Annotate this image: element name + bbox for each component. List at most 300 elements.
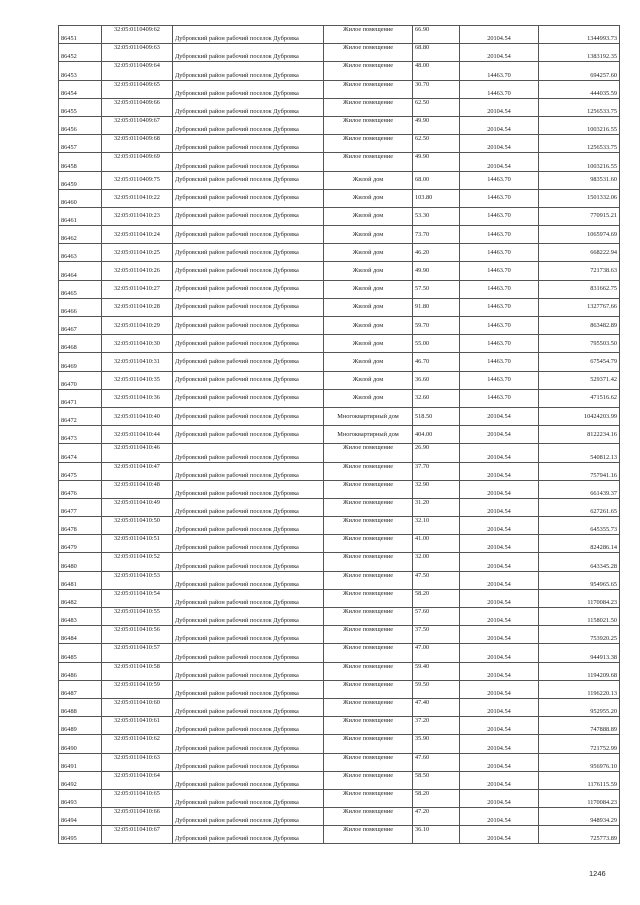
specific-value-cell: 14463.70 [460, 371, 539, 389]
cadastral-number-cell: 32:05:0110410:55 [102, 608, 173, 626]
cadastral-number-cell: 32:05:0110410:56 [102, 626, 173, 644]
specific-value-cell: 20104.54 [460, 462, 539, 480]
address-cell: Дубровский район рабочий поселок Дубровка [173, 153, 324, 171]
address-cell: Дубровский район рабочий поселок Дубровка [173, 517, 324, 535]
address-cell: Дубровский район рабочий поселок Дубровка [173, 535, 324, 553]
table-row [59, 444, 620, 462]
address-cell: Дубровский район рабочий поселок Дубровка [173, 771, 324, 789]
area-cell: 47.50 [413, 571, 460, 589]
address-cell: Дубровский район рабочий поселок Дубровка [173, 335, 324, 353]
cadastral-number-cell: 32:05:0110409:62 [102, 26, 173, 44]
row-number-cell: 86467 [59, 317, 102, 335]
cadastral-number-cell: 32:05:0110410:65 [102, 789, 173, 807]
cadastral-number-cell: 32:05:0110410:22 [102, 189, 173, 207]
table-row [59, 389, 620, 407]
row-number-cell: 86454 [59, 80, 102, 98]
cadastral-number-cell: 32:05:0110410:44 [102, 426, 173, 444]
specific-value-cell: 14463.70 [460, 189, 539, 207]
table-row [59, 808, 620, 826]
cadastral-number-cell: 32:05:0110410:23 [102, 207, 173, 225]
row-number-cell: 86457 [59, 135, 102, 153]
cadastral-number-cell: 32:05:0110409:69 [102, 153, 173, 171]
address-cell: Дубровский район рабочий поселок Дубровка [173, 207, 324, 225]
specific-value-cell: 20104.54 [460, 153, 539, 171]
cadastral-number-cell: 32:05:0110410:24 [102, 226, 173, 244]
object-type-cell: Жилое помещение [324, 26, 413, 44]
object-type-cell: Жилое помещение [324, 98, 413, 116]
area-cell: 66.90 [413, 26, 460, 44]
cadastral-value-cell: 944913.38 [539, 644, 620, 662]
cadastral-value-cell: 1344993.73 [539, 26, 620, 44]
row-number-cell: 86476 [59, 480, 102, 498]
specific-value-cell: 20104.54 [460, 426, 539, 444]
specific-value-cell: 14463.70 [460, 298, 539, 316]
table-row [59, 317, 620, 335]
table-row [59, 789, 620, 807]
object-type-cell: Жилое помещение [324, 753, 413, 771]
cadastral-value-cell: 721752.99 [539, 735, 620, 753]
specific-value-cell: 20104.54 [460, 26, 539, 44]
table-row [59, 626, 620, 644]
cadastral-number-cell: 32:05:0110410:66 [102, 808, 173, 826]
address-cell: Дубровский район рабочий поселок Дубровка [173, 553, 324, 571]
address-cell: Дубровский район рабочий поселок Дубровка [173, 389, 324, 407]
address-cell: Дубровский район рабочий поселок Дубровка [173, 407, 324, 425]
object-type-cell: Многоквартирный дом [324, 426, 413, 444]
address-cell: Дубровский район рабочий поселок Дубровка [173, 608, 324, 626]
cadastral-value-cell: 1065974.69 [539, 226, 620, 244]
cadastral-number-cell: 32:05:0110410:28 [102, 298, 173, 316]
area-cell: 31.20 [413, 498, 460, 516]
table-row [59, 662, 620, 680]
address-cell: Дубровский район рабочий поселок Дубровка [173, 244, 324, 262]
cadastral-number-cell: 32:05:0110410:31 [102, 353, 173, 371]
row-number-cell: 86492 [59, 771, 102, 789]
row-number-cell: 86483 [59, 608, 102, 626]
object-type-cell: Жилое помещение [324, 771, 413, 789]
row-number-cell: 86478 [59, 517, 102, 535]
specific-value-cell: 20104.54 [460, 826, 539, 844]
row-number-cell: 86485 [59, 644, 102, 662]
object-type-cell: Жилое помещение [324, 698, 413, 716]
address-cell: Дубровский район рабочий поселок Дубровка [173, 317, 324, 335]
area-cell: 59.50 [413, 680, 460, 698]
area-cell: 57.50 [413, 280, 460, 298]
cadastral-value-cell: 643345.28 [539, 553, 620, 571]
cadastral-value-cell: 694257.60 [539, 62, 620, 80]
table-row [59, 462, 620, 480]
address-cell: Дубровский район рабочий поселок Дубровка [173, 571, 324, 589]
area-cell: 32.90 [413, 480, 460, 498]
row-number-cell: 86477 [59, 498, 102, 516]
object-type-cell: Жилой дом [324, 207, 413, 225]
object-type-cell: Жилое помещение [324, 626, 413, 644]
cadastral-number-cell: 32:05:0110410:54 [102, 589, 173, 607]
table-row [59, 717, 620, 735]
specific-value-cell: 20104.54 [460, 662, 539, 680]
cadastral-number-cell: 32:05:0110410:49 [102, 498, 173, 516]
object-type-cell: Жилой дом [324, 226, 413, 244]
address-cell: Дубровский район рабочий поселок Дубровка [173, 789, 324, 807]
area-cell: 46.70 [413, 353, 460, 371]
cadastral-value-cell: 770915.21 [539, 207, 620, 225]
row-number-cell: 86487 [59, 680, 102, 698]
object-type-cell: Жилое помещение [324, 589, 413, 607]
address-cell: Дубровский район рабочий поселок Дубровка [173, 644, 324, 662]
specific-value-cell: 20104.54 [460, 407, 539, 425]
row-number-cell: 86494 [59, 808, 102, 826]
cadastral-value-cell: 10424203.99 [539, 407, 620, 425]
specific-value-cell: 14463.70 [460, 62, 539, 80]
table-row [59, 608, 620, 626]
cadastral-value-cell: 753920.25 [539, 626, 620, 644]
area-cell: 59.70 [413, 317, 460, 335]
area-cell: 47.60 [413, 753, 460, 771]
specific-value-cell: 14463.70 [460, 317, 539, 335]
row-number-cell: 86451 [59, 26, 102, 44]
specific-value-cell: 20104.54 [460, 571, 539, 589]
address-cell: Дубровский район рабочий поселок Дубровка [173, 498, 324, 516]
row-number-cell: 86456 [59, 116, 102, 134]
area-cell: 518.50 [413, 407, 460, 425]
table-row [59, 80, 620, 98]
object-type-cell: Жилое помещение [324, 480, 413, 498]
address-cell: Дубровский район рабочий поселок Дубровка [173, 80, 324, 98]
cadastral-number-cell: 32:05:0110409:65 [102, 80, 173, 98]
cadastral-value-cell: 1256533.75 [539, 135, 620, 153]
cadastral-value-cell: 725773.89 [539, 826, 620, 844]
cadastral-value-cell: 831662.75 [539, 280, 620, 298]
cadastral-value-cell: 1327767.66 [539, 298, 620, 316]
table-row [59, 771, 620, 789]
row-number-cell: 86452 [59, 44, 102, 62]
table-row [59, 244, 620, 262]
table-row [59, 535, 620, 553]
row-number-cell: 86468 [59, 335, 102, 353]
object-type-cell: Жилое помещение [324, 498, 413, 516]
object-type-cell: Жилой дом [324, 317, 413, 335]
cadastral-value-cell: 675454.79 [539, 353, 620, 371]
address-cell: Дубровский район рабочий поселок Дубровка [173, 26, 324, 44]
specific-value-cell: 14463.70 [460, 207, 539, 225]
area-cell: 62.50 [413, 98, 460, 116]
object-type-cell: Жилое помещение [324, 153, 413, 171]
row-number-cell: 86463 [59, 244, 102, 262]
table-row [59, 826, 620, 844]
specific-value-cell: 20104.54 [460, 808, 539, 826]
object-type-cell: Жилое помещение [324, 735, 413, 753]
cadastral-number-cell: 32:05:0110410:51 [102, 535, 173, 553]
address-cell: Дубровский район рабочий поселок Дубровка [173, 98, 324, 116]
address-cell: Дубровский район рабочий поселок Дубровка [173, 808, 324, 826]
cadastral-number-cell: 32:05:0110410:64 [102, 771, 173, 789]
area-cell: 91.80 [413, 298, 460, 316]
area-cell: 49.90 [413, 262, 460, 280]
cadastral-value-cell: 747888.89 [539, 717, 620, 735]
object-type-cell: Жилое помещение [324, 644, 413, 662]
cadastral-number-cell: 32:05:0110409:75 [102, 171, 173, 189]
area-cell: 103.80 [413, 189, 460, 207]
area-cell: 32.10 [413, 517, 460, 535]
table-row [59, 26, 620, 44]
object-type-cell: Жилое помещение [324, 808, 413, 826]
address-cell: Дубровский район рабочий поселок Дубровка [173, 280, 324, 298]
object-type-cell: Жилое помещение [324, 553, 413, 571]
object-type-cell: Жилой дом [324, 189, 413, 207]
specific-value-cell: 14463.70 [460, 335, 539, 353]
area-cell: 49.90 [413, 116, 460, 134]
table-row [59, 135, 620, 153]
cadastral-value-cell: 668222.94 [539, 244, 620, 262]
object-type-cell: Жилой дом [324, 298, 413, 316]
cadastral-number-cell: 32:05:0110410:48 [102, 480, 173, 498]
cadastral-value-cell: 540812.13 [539, 444, 620, 462]
address-cell: Дубровский район рабочий поселок Дубровка [173, 589, 324, 607]
area-cell: 35.90 [413, 735, 460, 753]
cadastral-number-cell: 32:05:0110410:59 [102, 680, 173, 698]
area-cell: 47.20 [413, 808, 460, 826]
object-type-cell: Жилой дом [324, 371, 413, 389]
area-cell: 62.50 [413, 135, 460, 153]
area-cell: 58.20 [413, 789, 460, 807]
cadastral-number-cell: 32:05:0110409:67 [102, 116, 173, 134]
cadastral-value-cell: 1158021.50 [539, 608, 620, 626]
table-row [59, 644, 620, 662]
row-number-cell: 86491 [59, 753, 102, 771]
area-cell: 57.60 [413, 608, 460, 626]
area-cell: 58.20 [413, 589, 460, 607]
row-number-cell: 86471 [59, 389, 102, 407]
cadastral-value-cell: 1003216.55 [539, 116, 620, 134]
row-number-cell: 86480 [59, 553, 102, 571]
cadastral-number-cell: 32:05:0110409:68 [102, 135, 173, 153]
cadastral-number-cell: 32:05:0110410:60 [102, 698, 173, 716]
address-cell: Дубровский район рабочий поселок Дубровка [173, 171, 324, 189]
cadastral-value-cell: 627261.65 [539, 498, 620, 516]
table-row [59, 426, 620, 444]
row-number-cell: 86490 [59, 735, 102, 753]
cadastral-value-cell: 529371.42 [539, 371, 620, 389]
table-row [59, 517, 620, 535]
cadastral-number-cell: 32:05:0110410:35 [102, 371, 173, 389]
area-cell: 37.50 [413, 626, 460, 644]
specific-value-cell: 20104.54 [460, 608, 539, 626]
cadastral-number-cell: 32:05:0110410:40 [102, 407, 173, 425]
cadastral-value-cell: 1194209.68 [539, 662, 620, 680]
cadastral-value-cell: 8122234.16 [539, 426, 620, 444]
object-type-cell: Жилой дом [324, 280, 413, 298]
cadastral-number-cell: 32:05:0110410:52 [102, 553, 173, 571]
area-cell: 53.30 [413, 207, 460, 225]
cadastral-value-cell: 948934.29 [539, 808, 620, 826]
row-number-cell: 86495 [59, 826, 102, 844]
row-number-cell: 86461 [59, 207, 102, 225]
row-number-cell: 86459 [59, 171, 102, 189]
area-cell: 404.00 [413, 426, 460, 444]
address-cell: Дубровский район рабочий поселок Дубровка [173, 444, 324, 462]
row-number-cell: 86488 [59, 698, 102, 716]
specific-value-cell: 20104.54 [460, 717, 539, 735]
address-cell: Дубровский район рабочий поселок Дубровка [173, 462, 324, 480]
object-type-cell: Жилое помещение [324, 44, 413, 62]
address-cell: Дубровский район рабочий поселок Дубровка [173, 480, 324, 498]
cadastral-value-table [58, 25, 620, 844]
specific-value-cell: 14463.70 [460, 171, 539, 189]
area-cell: 73.70 [413, 226, 460, 244]
address-cell: Дубровский район рабочий поселок Дубровка [173, 735, 324, 753]
cadastral-number-cell: 32:05:0110410:25 [102, 244, 173, 262]
object-type-cell: Жилое помещение [324, 135, 413, 153]
area-cell: 68.00 [413, 171, 460, 189]
object-type-cell: Жилое помещение [324, 571, 413, 589]
specific-value-cell: 14463.70 [460, 389, 539, 407]
cadastral-number-cell: 32:05:0110409:63 [102, 44, 173, 62]
object-type-cell: Жилое помещение [324, 680, 413, 698]
specific-value-cell: 14463.70 [460, 353, 539, 371]
table-row [59, 753, 620, 771]
row-number-cell: 86458 [59, 153, 102, 171]
specific-value-cell: 20104.54 [460, 135, 539, 153]
address-cell: Дубровский район рабочий поселок Дубровка [173, 226, 324, 244]
table-row [59, 353, 620, 371]
cadastral-value-cell: 1196220.13 [539, 680, 620, 698]
table-row [59, 371, 620, 389]
row-number-cell: 86482 [59, 589, 102, 607]
object-type-cell: Жилое помещение [324, 462, 413, 480]
table-row [59, 498, 620, 516]
object-type-cell: Жилое помещение [324, 662, 413, 680]
row-number-cell: 86466 [59, 298, 102, 316]
cadastral-number-cell: 32:05:0110410:57 [102, 644, 173, 662]
object-type-cell: Жилой дом [324, 171, 413, 189]
object-type-cell: Жилой дом [324, 353, 413, 371]
specific-value-cell: 14463.70 [460, 244, 539, 262]
object-type-cell: Жилой дом [324, 335, 413, 353]
table-body [59, 26, 620, 844]
area-cell: 32.00 [413, 553, 460, 571]
cadastral-number-cell: 32:05:0110410:46 [102, 444, 173, 462]
cadastral-number-cell: 32:05:0110410:26 [102, 262, 173, 280]
table-row [59, 153, 620, 171]
cadastral-value-cell: 1170084.23 [539, 789, 620, 807]
object-type-cell: Жилое помещение [324, 826, 413, 844]
area-cell: 48.00 [413, 62, 460, 80]
row-number-cell: 86464 [59, 262, 102, 280]
page-number: 1246 [589, 869, 606, 878]
object-type-cell: Жилое помещение [324, 717, 413, 735]
table-row [59, 480, 620, 498]
object-type-cell: Жилое помещение [324, 535, 413, 553]
table-row [59, 680, 620, 698]
table-row [59, 698, 620, 716]
object-type-cell: Жилое помещение [324, 789, 413, 807]
object-type-cell: Жилой дом [324, 389, 413, 407]
object-type-cell: Жилой дом [324, 244, 413, 262]
cadastral-number-cell: 32:05:0110410:29 [102, 317, 173, 335]
table-row [59, 189, 620, 207]
row-number-cell: 86475 [59, 462, 102, 480]
specific-value-cell: 20104.54 [460, 98, 539, 116]
table-row [59, 553, 620, 571]
row-number-cell: 86479 [59, 535, 102, 553]
area-cell: 59.40 [413, 662, 460, 680]
cadastral-value-cell: 1176115.59 [539, 771, 620, 789]
cadastral-number-cell: 32:05:0110409:66 [102, 98, 173, 116]
table-row [59, 226, 620, 244]
cadastral-number-cell: 32:05:0110410:58 [102, 662, 173, 680]
area-cell: 46.20 [413, 244, 460, 262]
table-row [59, 171, 620, 189]
specific-value-cell: 20104.54 [460, 517, 539, 535]
area-cell: 55.00 [413, 335, 460, 353]
cadastral-number-cell: 32:05:0110410:67 [102, 826, 173, 844]
area-cell: 36.10 [413, 826, 460, 844]
table-row [59, 571, 620, 589]
object-type-cell: Жилое помещение [324, 444, 413, 462]
row-number-cell: 86462 [59, 226, 102, 244]
specific-value-cell: 14463.70 [460, 262, 539, 280]
specific-value-cell: 20104.54 [460, 480, 539, 498]
row-number-cell: 86469 [59, 353, 102, 371]
address-cell: Дубровский район рабочий поселок Дубровка [173, 135, 324, 153]
table-row [59, 280, 620, 298]
address-cell: Дубровский район рабочий поселок Дубровка [173, 717, 324, 735]
area-cell: 37.20 [413, 717, 460, 735]
cadastral-number-cell: 32:05:0110410:63 [102, 753, 173, 771]
specific-value-cell: 20104.54 [460, 680, 539, 698]
specific-value-cell: 20104.54 [460, 789, 539, 807]
specific-value-cell: 20104.54 [460, 535, 539, 553]
object-type-cell: Жилое помещение [324, 608, 413, 626]
table-row [59, 98, 620, 116]
specific-value-cell: 20104.54 [460, 553, 539, 571]
row-number-cell: 86493 [59, 789, 102, 807]
row-number-cell: 86473 [59, 426, 102, 444]
specific-value-cell: 20104.54 [460, 735, 539, 753]
address-cell: Дубровский район рабочий поселок Дубровка [173, 189, 324, 207]
row-number-cell: 86484 [59, 626, 102, 644]
address-cell: Дубровский район рабочий поселок Дубровка [173, 44, 324, 62]
cadastral-value-cell: 1170084.23 [539, 589, 620, 607]
specific-value-cell: 20104.54 [460, 589, 539, 607]
address-cell: Дубровский район рабочий поселок Дубровка [173, 680, 324, 698]
cadastral-value-cell: 983531.60 [539, 171, 620, 189]
cadastral-number-cell: 32:05:0110410:27 [102, 280, 173, 298]
object-type-cell: Жилое помещение [324, 62, 413, 80]
table-row [59, 44, 620, 62]
specific-value-cell: 14463.70 [460, 226, 539, 244]
row-number-cell: 86472 [59, 407, 102, 425]
address-cell: Дубровский район рабочий поселок Дубровка [173, 371, 324, 389]
specific-value-cell: 20104.54 [460, 44, 539, 62]
cadastral-value-cell: 956976.10 [539, 753, 620, 771]
row-number-cell: 86489 [59, 717, 102, 735]
cadastral-value-cell: 661439.37 [539, 480, 620, 498]
cadastral-number-cell: 32:05:0110410:47 [102, 462, 173, 480]
row-number-cell: 86474 [59, 444, 102, 462]
area-cell: 68.80 [413, 44, 460, 62]
cadastral-number-cell: 32:05:0110410:36 [102, 389, 173, 407]
cadastral-number-cell: 32:05:0110410:61 [102, 717, 173, 735]
specific-value-cell: 20104.54 [460, 498, 539, 516]
area-cell: 41.00 [413, 535, 460, 553]
cadastral-value-cell: 1383192.35 [539, 44, 620, 62]
area-cell: 37.70 [413, 462, 460, 480]
address-cell: Дубровский район рабочий поселок Дубровка [173, 116, 324, 134]
specific-value-cell: 20104.54 [460, 698, 539, 716]
address-cell: Дубровский район рабочий поселок Дубровка [173, 626, 324, 644]
cadastral-number-cell: 32:05:0110409:64 [102, 62, 173, 80]
